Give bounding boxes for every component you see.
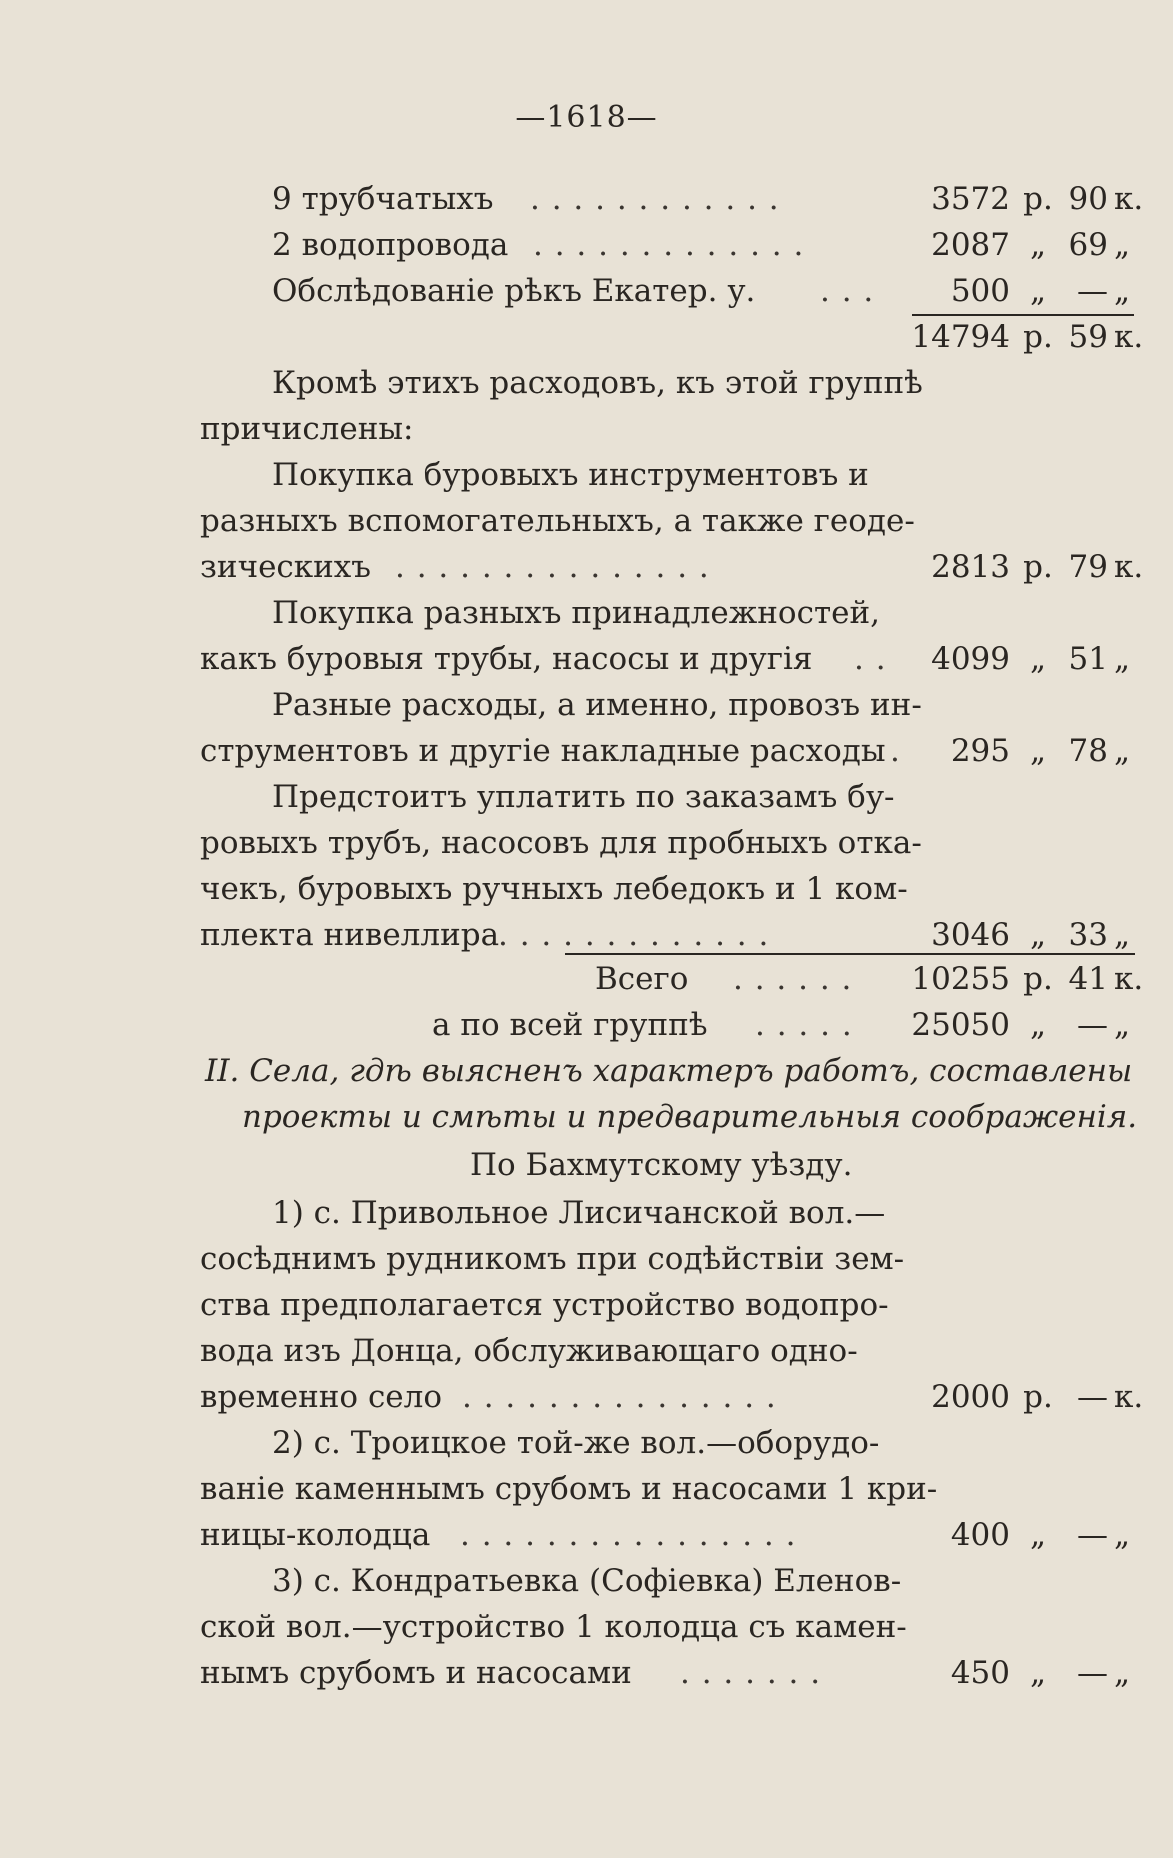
text-line	[0, 820, 1173, 866]
text-line	[0, 452, 1173, 498]
leader-dots: .	[890, 733, 901, 769]
ruble-mark: р.	[1023, 319, 1053, 355]
total-label: Всего	[595, 961, 689, 997]
paragraph-text: ской вол.—устройство 1 колодца съ камен-	[200, 1609, 907, 1645]
amount-rubles: 2000	[931, 1379, 1010, 1415]
leader-dots: . . .	[820, 273, 875, 309]
line-label: плекта нивеллира	[200, 917, 500, 953]
paragraph-text: Покупка буровыхъ инструментовъ и	[272, 457, 869, 493]
paragraph-text: сосѣднимъ рудникомъ при содѣйствіи зем-	[200, 1241, 905, 1277]
subtotal-rubles: 14794	[911, 319, 1010, 355]
line-label: 2 водопровода	[272, 227, 509, 263]
budget-line	[0, 912, 1173, 958]
amount-kopecks: 33	[1068, 917, 1108, 953]
leader-dots: . . . . . . . . . . . . . . .	[462, 1379, 777, 1415]
group-total-rubles: 25050	[911, 1007, 1010, 1043]
paragraph-text: Разные расходы, а именно, провозъ ин-	[272, 687, 922, 723]
budget-line	[0, 268, 1173, 314]
line-label: какъ буровыя трубы, насосы и другія	[200, 641, 813, 677]
kopeck-mark: к.	[1114, 961, 1144, 997]
ruble-mark: р.	[1023, 181, 1053, 217]
ditto-mark: „	[1114, 1655, 1131, 1691]
line-label: Обслѣдованіе рѣкъ Екатер. у.	[272, 273, 756, 309]
subtotal-line	[0, 314, 1173, 360]
section-heading-text: II. Села, гдѣ выясненъ характеръ работъ, составлены	[205, 1053, 1133, 1089]
ditto-mark: „	[1114, 733, 1131, 769]
amount-rubles: 400	[950, 1517, 1010, 1553]
ditto-mark: „	[1029, 733, 1047, 769]
leader-dots: . . . . . . . . . . . . . . . .	[460, 1517, 797, 1553]
amount-kopecks: —	[1077, 273, 1108, 309]
group-total-kopecks: —	[1077, 1007, 1108, 1043]
total-rubles: 10255	[911, 961, 1010, 997]
text-line	[0, 1604, 1173, 1650]
district-heading	[0, 1142, 1173, 1188]
paragraph-text: Кромѣ этихъ расходовъ, къ этой группѣ	[272, 365, 923, 401]
ditto-mark: „	[1114, 917, 1131, 953]
amount-rubles: 500	[950, 273, 1010, 309]
amount-kopecks: 51	[1068, 641, 1108, 677]
kopeck-mark: к.	[1114, 181, 1144, 217]
page-number: —1618—	[515, 100, 658, 135]
budget-line	[0, 544, 1173, 590]
leader-dots: . . . . . . .	[680, 1655, 822, 1691]
text-line	[0, 1420, 1173, 1466]
district-heading-text: По Бахмутскому уѣзду.	[470, 1147, 853, 1183]
leader-dots: . . . . . . . . . . . .	[530, 181, 780, 217]
amount-kopecks: 69	[1068, 227, 1108, 263]
kopeck-mark: к.	[1114, 319, 1144, 355]
line-label: зическихъ	[200, 549, 372, 585]
paragraph-text: Покупка разныхъ принадлежностей,	[272, 595, 880, 631]
budget-line	[0, 1650, 1173, 1696]
text-line	[0, 1466, 1173, 1512]
ditto-mark: „	[1029, 273, 1047, 309]
kopeck-mark: к.	[1114, 549, 1144, 585]
amount-kopecks: —	[1077, 1655, 1108, 1691]
amount-kopecks: 78	[1068, 733, 1108, 769]
text-line	[0, 774, 1173, 820]
line-label: ницы-колодца	[200, 1517, 431, 1553]
text-line	[0, 682, 1173, 728]
total-rule	[565, 953, 1135, 955]
text-line	[0, 1558, 1173, 1604]
leader-dots: . . . . . . . . . . . . .	[498, 917, 770, 953]
ditto-mark: „	[1114, 227, 1131, 263]
leader-dots: . . . . .	[755, 1007, 853, 1043]
paragraph-text: 1) с. Привольное Лисичанской вол.—	[272, 1195, 886, 1231]
line-label: струментовъ и другіе накладные расходы	[200, 733, 886, 769]
kopeck-mark: к.	[1114, 1379, 1144, 1415]
amount-rubles: 3572	[931, 181, 1010, 217]
amount-rubles: 450	[950, 1655, 1010, 1691]
amount-rubles: 2813	[931, 549, 1010, 585]
text-line	[0, 866, 1173, 912]
amount-kopecks: —	[1077, 1517, 1108, 1553]
text-line	[0, 1190, 1173, 1236]
text-line	[0, 590, 1173, 636]
amount-rubles: 295	[950, 733, 1010, 769]
budget-line	[0, 1374, 1173, 1420]
section-heading	[0, 1094, 1173, 1140]
group-total-line	[0, 1002, 1173, 1048]
line-label: нымъ срубомъ и насосами	[200, 1655, 632, 1691]
ditto-mark: „	[1114, 1007, 1131, 1043]
text-line	[0, 1236, 1173, 1282]
leader-dots: . . . . . . . . . . . . . . .	[395, 549, 710, 585]
leader-dots: . . . . . .	[733, 961, 853, 997]
section-heading	[0, 1048, 1173, 1094]
paragraph-text: разныхъ вспомогательныхъ, а также геоде-	[200, 503, 915, 539]
ditto-mark: „	[1029, 1007, 1047, 1043]
amount-rubles: 3046	[931, 917, 1010, 953]
total-line	[0, 956, 1173, 1002]
ditto-mark: „	[1029, 1517, 1047, 1553]
ditto-mark: „	[1029, 917, 1047, 953]
amount-kopecks: 79	[1068, 549, 1108, 585]
budget-line	[0, 1512, 1173, 1558]
paragraph-text: 3) с. Кондратьевка (Софіевка) Еленов-	[272, 1563, 902, 1599]
text-line	[0, 406, 1173, 452]
budget-line	[0, 176, 1173, 222]
amount-kopecks: —	[1077, 1379, 1108, 1415]
amount-rubles: 4099	[931, 641, 1010, 677]
paragraph-text: вода изъ Донца, обслуживающаго одно-	[200, 1333, 858, 1369]
subtotal-kopecks: 59	[1068, 319, 1108, 355]
line-label: 9 трубчатыхъ	[272, 181, 494, 217]
paragraph-text: ваніе каменнымъ срубомъ и насосами 1 кри-	[200, 1471, 938, 1507]
ruble-mark: р.	[1023, 1379, 1053, 1415]
paragraph-text: ровыхъ трубъ, насосовъ для пробныхъ отка-	[200, 825, 922, 861]
paragraph-text: Предстоитъ уплатить по заказамъ бу-	[272, 779, 895, 815]
ditto-mark: „	[1029, 641, 1047, 677]
ditto-mark: „	[1029, 1655, 1047, 1691]
ruble-mark: р.	[1023, 961, 1053, 997]
text-line	[0, 360, 1173, 406]
ditto-mark: „	[1114, 1517, 1131, 1553]
amount-rubles: 2087	[931, 227, 1010, 263]
ditto-mark: „	[1114, 273, 1131, 309]
text-line	[0, 1328, 1173, 1374]
group-total-label: а по всей группѣ	[432, 1007, 708, 1043]
ditto-mark: „	[1114, 641, 1131, 677]
ditto-mark: „	[1029, 227, 1047, 263]
text-line	[0, 498, 1173, 544]
leader-dots: . . . . . . . . . . . . .	[533, 227, 805, 263]
amount-kopecks: 90	[1068, 181, 1108, 217]
leader-dots: . .	[854, 641, 887, 677]
text-line	[0, 1282, 1173, 1328]
paragraph-text: чекъ, буровыхъ ручныхъ лебедокъ и 1 ком-	[200, 871, 908, 907]
paragraph-text: ства предполагается устройство водопро-	[200, 1287, 889, 1323]
total-kopecks: 41	[1068, 961, 1108, 997]
line-label: временно село	[200, 1379, 443, 1415]
budget-line	[0, 636, 1173, 682]
section-heading-text: проекты и смѣты и предварительныя соображенія.	[242, 1099, 1138, 1135]
budget-line	[0, 222, 1173, 268]
ruble-mark: р.	[1023, 549, 1053, 585]
budget-line	[0, 728, 1173, 774]
paragraph-text: причислены:	[200, 411, 414, 447]
paragraph-text: 2) с. Троицкое той-же вол.—оборудо-	[272, 1425, 880, 1461]
